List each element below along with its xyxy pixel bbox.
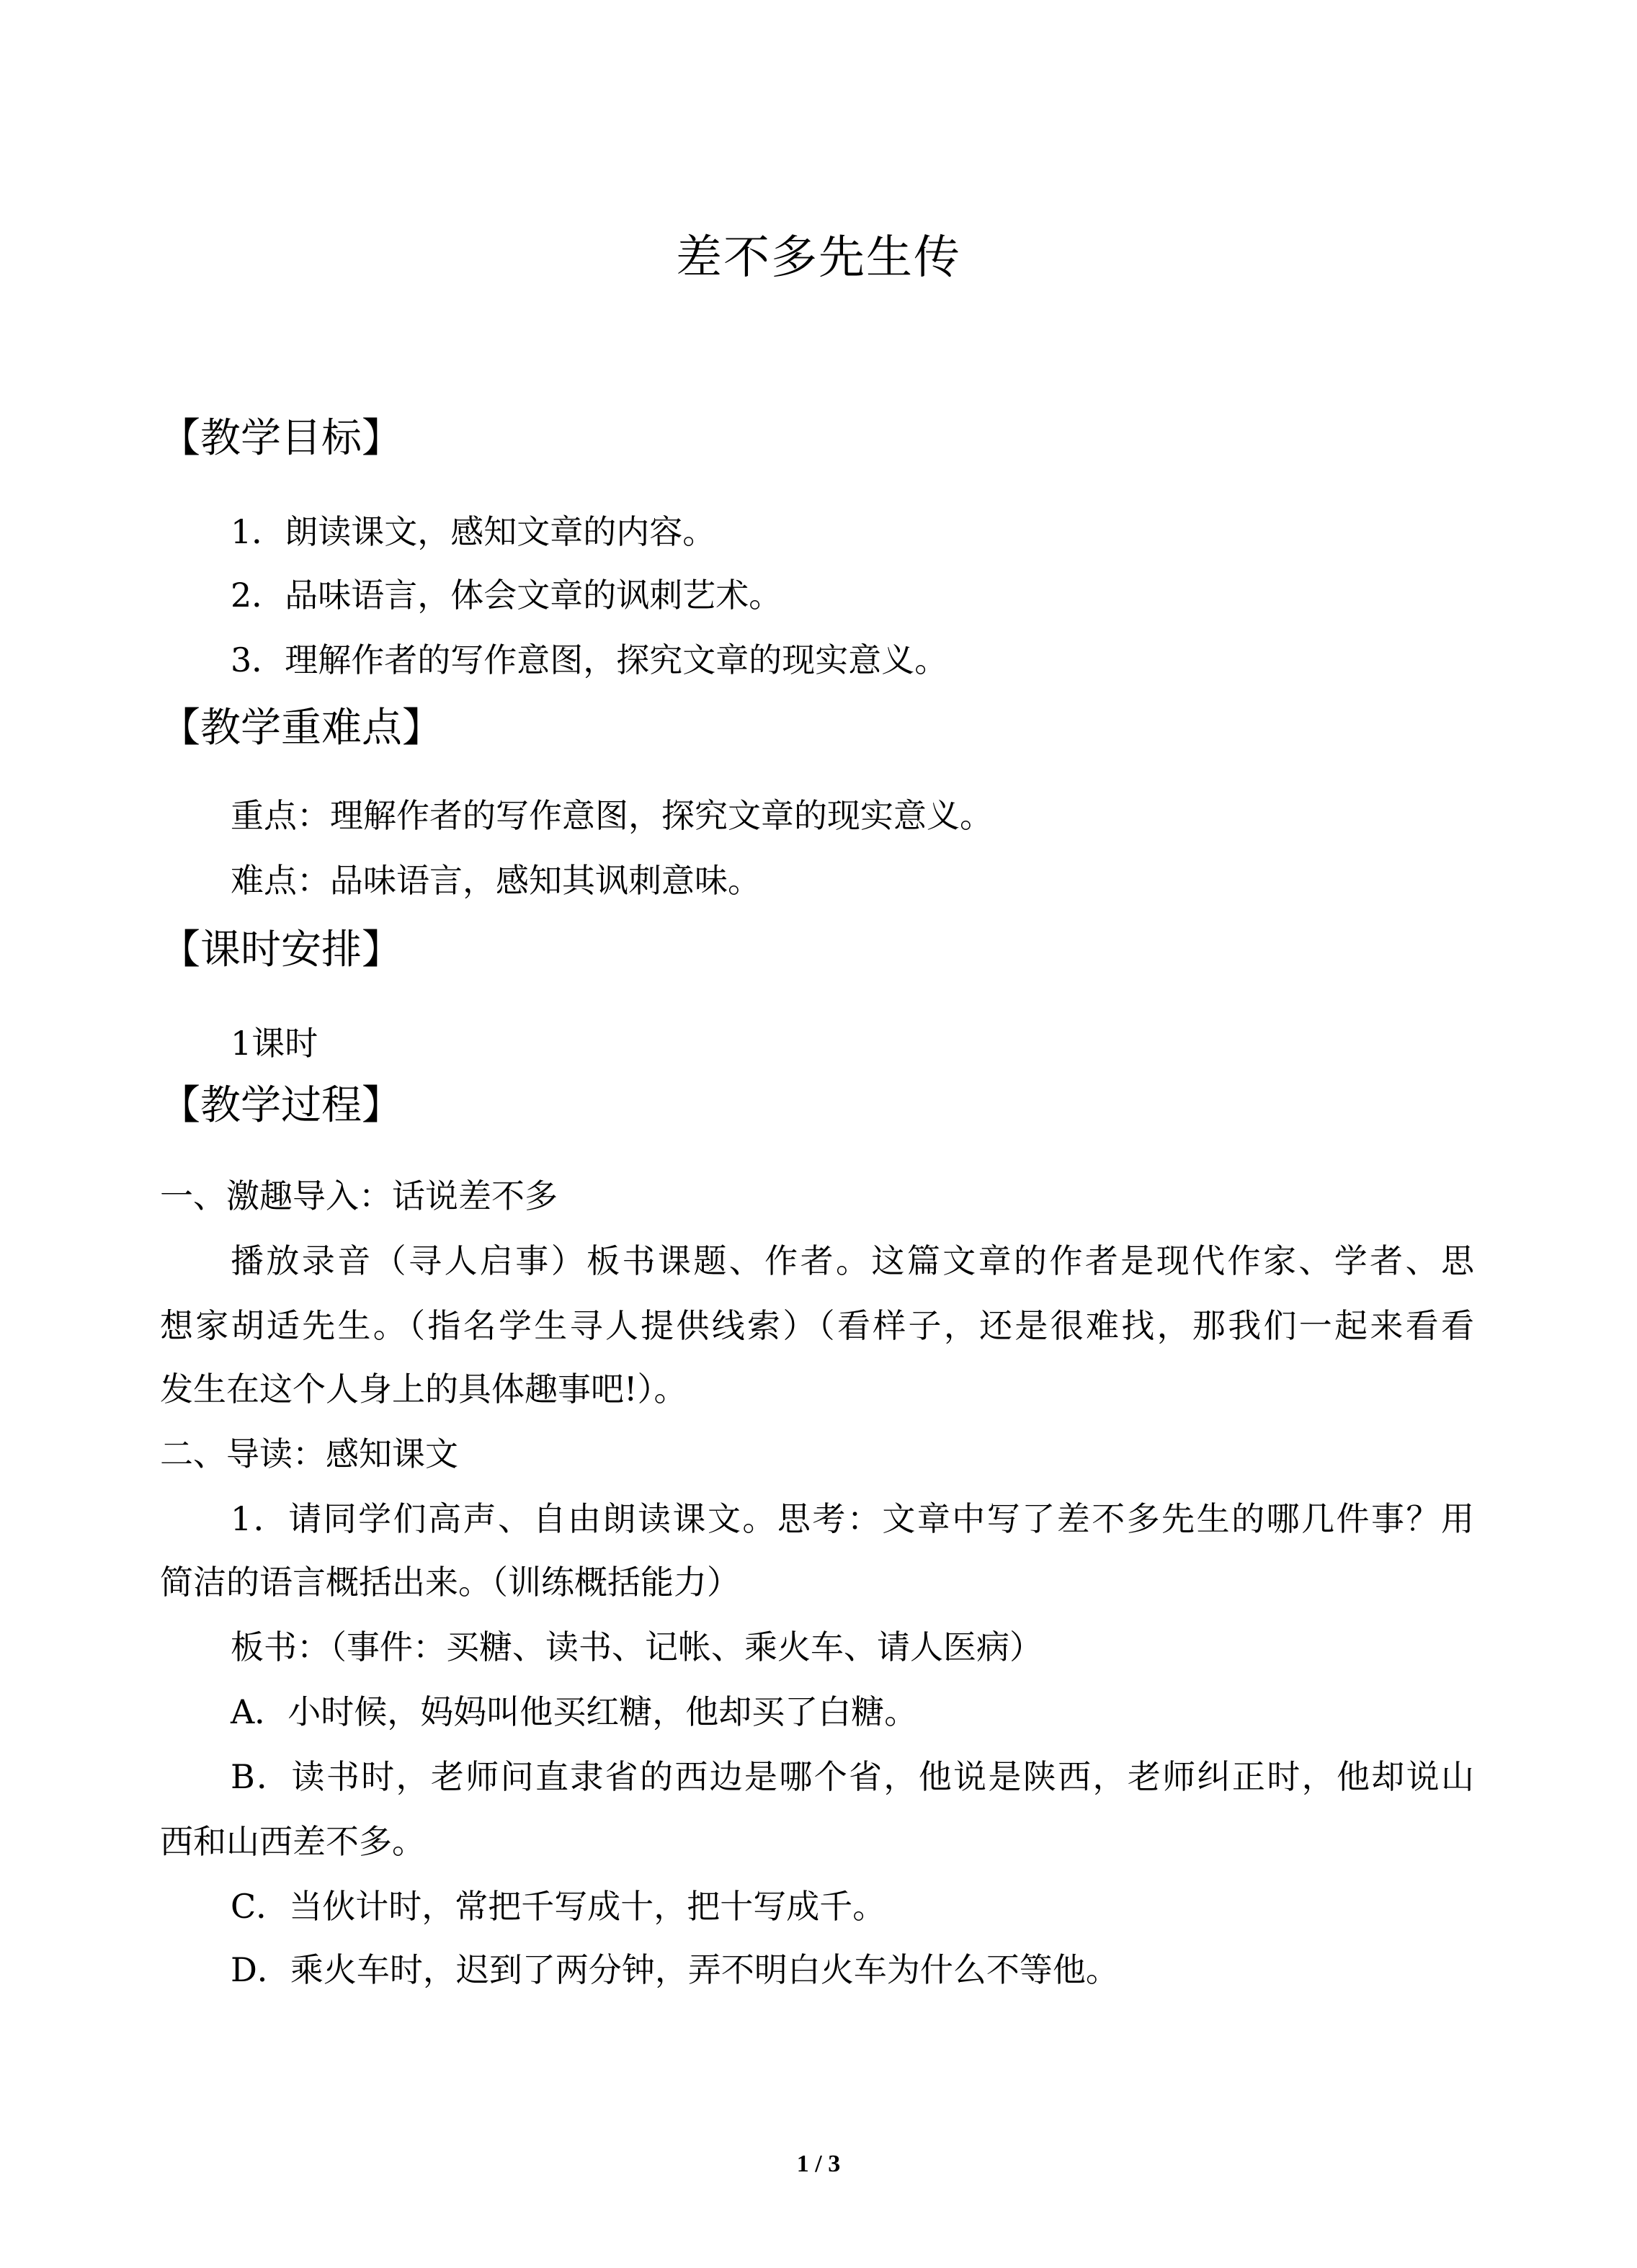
part2-title: 二、导读：感知课文 xyxy=(160,1434,458,1473)
event-item-b: B．读书时，老师问直隶省的西边是哪个省，他说是陕西，老师纠正时，他却说山 xyxy=(231,1757,1474,1796)
event-item-d: D．乘火车时，迟到了两分钟，弄不明白火车为什么不等他。 xyxy=(231,1950,1119,1989)
objective-item: 2．品味语言，体会文章的讽刺艺术。 xyxy=(231,576,782,615)
key-point-item: 难点：品味语言，感知其讽刺意味。 xyxy=(231,861,761,900)
page-number: 1 / 3 xyxy=(796,2151,841,2177)
event-item-b-continued: 西和山西差不多。 xyxy=(160,1822,425,1861)
event-item-a: A．小时候，妈妈叫他买红糖，他却买了白糖。 xyxy=(231,1692,918,1731)
part1-paragraph-line: 发生在这个人身上的具体趣事吧!）。 xyxy=(160,1370,687,1408)
heading-process: 【教学过程】 xyxy=(160,1082,402,1129)
question-line: 1．请同学们高声、自由朗读课文。思考：文章中写了差不多先生的哪几件事？用 xyxy=(231,1499,1474,1538)
document-title: 差不多先生传 xyxy=(676,231,961,285)
schedule-text: 1课时 xyxy=(231,1024,318,1063)
heading-key-points: 【教学重难点】 xyxy=(160,705,442,751)
question-line: 简洁的语言概括出来。（训练概括能力） xyxy=(160,1563,740,1602)
event-item-c: C．当伙计时，常把千写成十，把十写成千。 xyxy=(231,1887,886,1926)
board-note: 板书：（事件：买糖、读书、记帐、乘火车、请人医病） xyxy=(231,1628,1043,1666)
key-point-item: 重点：理解作者的写作意图，探究文章的现实意义。 xyxy=(231,796,993,835)
part1-paragraph-line: 播放录音（寻人启事）板书课题、作者。这篇文章的作者是现代作家、学者、思 xyxy=(231,1241,1474,1280)
objective-item: 1．朗读课文，感知文章的内容。 xyxy=(231,512,716,551)
heading-objectives: 【教学目标】 xyxy=(160,415,402,462)
objective-item: 3．理解作者的写作意图，探究文章的现实意义。 xyxy=(231,640,948,679)
heading-schedule: 【课时安排】 xyxy=(160,927,402,973)
part1-title: 一、激趣导入：话说差不多 xyxy=(160,1177,558,1215)
part1-paragraph-line: 想家胡适先生。（指名学生寻人提供线索）（看样子，还是很难找，那我们一起来看看 xyxy=(160,1306,1474,1345)
